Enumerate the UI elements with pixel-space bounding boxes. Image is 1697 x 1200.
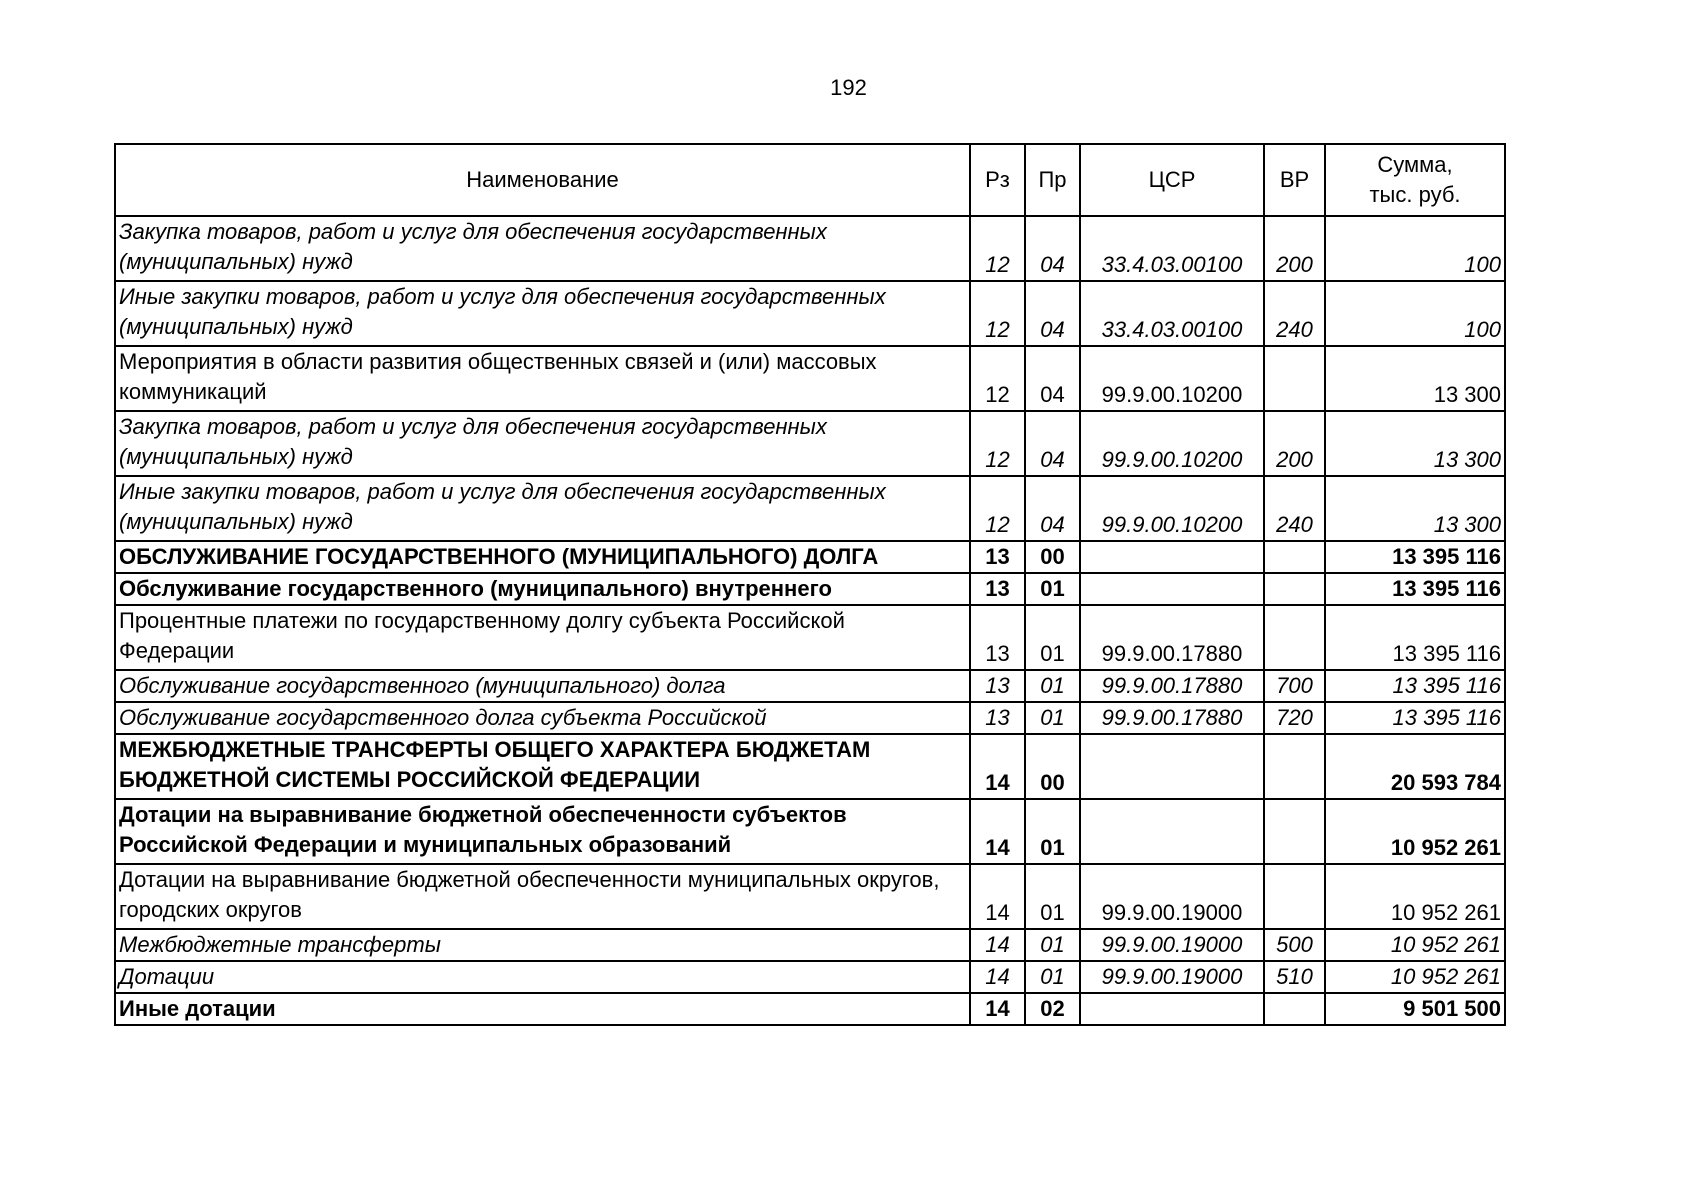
cell-vr [1264, 864, 1325, 929]
table-row [115, 864, 1505, 929]
cell-csr: 33.4.03.00100 [1080, 281, 1264, 346]
cell-csr: 99.9.00.19000 [1080, 961, 1264, 993]
cell-name: Обслуживание государственного (муниципального) внутреннего [115, 573, 970, 605]
cell-rz: 14 [970, 799, 1025, 864]
table-row [115, 993, 1505, 1025]
cell-csr: 99.9.00.19000 [1080, 929, 1264, 961]
cell-rz: 12 [970, 346, 1025, 411]
cell-sum: 13 395 116 [1325, 670, 1505, 702]
header-vr: ВР [1264, 144, 1325, 216]
cell-name: Мероприятия в области развития общественных связей и (или) массовых коммуникаций [115, 346, 970, 411]
header-rz: Рз [970, 144, 1025, 216]
cell-pr: 01 [1025, 670, 1080, 702]
cell-vr [1264, 573, 1325, 605]
table-row [115, 541, 1505, 573]
cell-vr: 200 [1264, 411, 1325, 476]
table-row [115, 799, 1505, 864]
cell-csr: 99.9.00.17880 [1080, 605, 1264, 670]
cell-sum: 13 395 116 [1325, 573, 1505, 605]
cell-name: Закупка товаров, работ и услуг для обеспечения государственных (муниципальных) нужд [115, 216, 970, 281]
cell-name: Дотации на выравнивание бюджетной обеспеченности субъектов Российской Федерации и муниципальных образований [115, 799, 970, 864]
cell-csr [1080, 541, 1264, 573]
cell-name: Процентные платежи по государственному долгу субъекта Российской Федерации [115, 605, 970, 670]
header-csr: ЦСР [1080, 144, 1264, 216]
cell-sum: 10 952 261 [1325, 864, 1505, 929]
cell-pr: 02 [1025, 993, 1080, 1025]
cell-pr: 04 [1025, 476, 1080, 541]
table-row [115, 605, 1505, 670]
cell-csr [1080, 799, 1264, 864]
cell-pr: 00 [1025, 541, 1080, 573]
cell-vr [1264, 605, 1325, 670]
cell-csr: 99.9.00.10200 [1080, 476, 1264, 541]
cell-vr: 240 [1264, 281, 1325, 346]
cell-name: МЕЖБЮДЖЕТНЫЕ ТРАНСФЕРТЫ ОБЩЕГО ХАРАКТЕРА БЮДЖЕТАМ БЮДЖЕТНОЙ СИСТЕМЫ РОССИЙСКОЙ ФЕДЕРАЦИИ [115, 734, 970, 799]
cell-csr: 99.9.00.10200 [1080, 346, 1264, 411]
header-sum [1325, 144, 1505, 216]
header-sum-label: Сумма, тыс. руб. [1369, 152, 1461, 207]
cell-name: Межбюджетные трансферты [115, 929, 970, 961]
cell-csr [1080, 573, 1264, 605]
cell-name: Закупка товаров, работ и услуг для обеспечения государственных (муниципальных) нужд [115, 411, 970, 476]
cell-sum: 100 [1325, 216, 1505, 281]
cell-csr: 99.9.00.10200 [1080, 411, 1264, 476]
cell-csr [1080, 993, 1264, 1025]
cell-pr: 04 [1025, 216, 1080, 281]
cell-rz: 13 [970, 573, 1025, 605]
cell-sum: 13 395 116 [1325, 702, 1505, 734]
header-name: Наименование [115, 144, 970, 216]
cell-name: Дотации на выравнивание бюджетной обеспеченности муниципальных округов, городских округов [115, 864, 970, 929]
cell-name: Обслуживание государственного (муниципального) долга [115, 670, 970, 702]
cell-sum: 13 300 [1325, 411, 1505, 476]
cell-rz: 12 [970, 476, 1025, 541]
cell-name: Иные закупки товаров, работ и услуг для обеспечения государственных (муниципальных) нужд [115, 476, 970, 541]
cell-sum: 10 952 261 [1325, 799, 1505, 864]
budget-table [114, 143, 1506, 1026]
cell-sum: 9 501 500 [1325, 993, 1505, 1025]
cell-name: ОБСЛУЖИВАНИЕ ГОСУДАРСТВЕННОГО (МУНИЦИПАЛЬНОГО) ДОЛГА [115, 541, 970, 573]
cell-pr: 01 [1025, 573, 1080, 605]
cell-rz: 13 [970, 670, 1025, 702]
cell-csr: 99.9.00.17880 [1080, 702, 1264, 734]
cell-rz: 13 [970, 702, 1025, 734]
table-row [115, 702, 1505, 734]
cell-rz: 12 [970, 411, 1025, 476]
cell-vr: 700 [1264, 670, 1325, 702]
table-row [115, 281, 1505, 346]
cell-sum: 13 300 [1325, 476, 1505, 541]
cell-vr [1264, 734, 1325, 799]
cell-sum: 13 395 116 [1325, 541, 1505, 573]
cell-pr: 01 [1025, 799, 1080, 864]
table-row [115, 929, 1505, 961]
table-row [115, 573, 1505, 605]
cell-vr: 240 [1264, 476, 1325, 541]
table-row [115, 734, 1505, 799]
table-row [115, 961, 1505, 993]
cell-sum: 10 952 261 [1325, 929, 1505, 961]
table-row [115, 216, 1505, 281]
cell-rz: 13 [970, 605, 1025, 670]
cell-vr [1264, 993, 1325, 1025]
cell-rz: 12 [970, 216, 1025, 281]
table-row [115, 670, 1505, 702]
cell-name: Обслуживание государственного долга субъекта Российской [115, 702, 970, 734]
cell-vr [1264, 346, 1325, 411]
cell-rz: 12 [970, 281, 1025, 346]
table-row [115, 346, 1505, 411]
cell-rz: 14 [970, 864, 1025, 929]
cell-pr: 01 [1025, 961, 1080, 993]
cell-vr [1264, 541, 1325, 573]
table-row [115, 411, 1505, 476]
table-header-row [115, 144, 1505, 216]
cell-name: Иные закупки товаров, работ и услуг для обеспечения государственных (муниципальных) нужд [115, 281, 970, 346]
cell-name: Иные дотации [115, 993, 970, 1025]
cell-csr [1080, 734, 1264, 799]
cell-vr: 500 [1264, 929, 1325, 961]
cell-vr: 720 [1264, 702, 1325, 734]
cell-sum: 13 395 116 [1325, 605, 1505, 670]
cell-pr: 04 [1025, 411, 1080, 476]
cell-sum: 20 593 784 [1325, 734, 1505, 799]
cell-vr: 510 [1264, 961, 1325, 993]
cell-vr: 200 [1264, 216, 1325, 281]
cell-pr: 01 [1025, 929, 1080, 961]
cell-rz: 14 [970, 929, 1025, 961]
cell-csr: 33.4.03.00100 [1080, 216, 1264, 281]
cell-sum: 100 [1325, 281, 1505, 346]
cell-vr [1264, 799, 1325, 864]
cell-pr: 04 [1025, 346, 1080, 411]
table-body [115, 216, 1505, 1025]
cell-rz: 13 [970, 541, 1025, 573]
cell-pr: 00 [1025, 734, 1080, 799]
page-number: 192 [830, 75, 867, 100]
table-row [115, 476, 1505, 541]
cell-rz: 14 [970, 993, 1025, 1025]
cell-rz: 14 [970, 734, 1025, 799]
cell-csr: 99.9.00.17880 [1080, 670, 1264, 702]
cell-pr: 01 [1025, 864, 1080, 929]
cell-pr: 04 [1025, 281, 1080, 346]
cell-csr: 99.9.00.19000 [1080, 864, 1264, 929]
cell-pr: 01 [1025, 702, 1080, 734]
header-pr: Пр [1025, 144, 1080, 216]
cell-sum: 13 300 [1325, 346, 1505, 411]
cell-sum: 10 952 261 [1325, 961, 1505, 993]
cell-name: Дотации [115, 961, 970, 993]
cell-pr: 01 [1025, 605, 1080, 670]
cell-rz: 14 [970, 961, 1025, 993]
